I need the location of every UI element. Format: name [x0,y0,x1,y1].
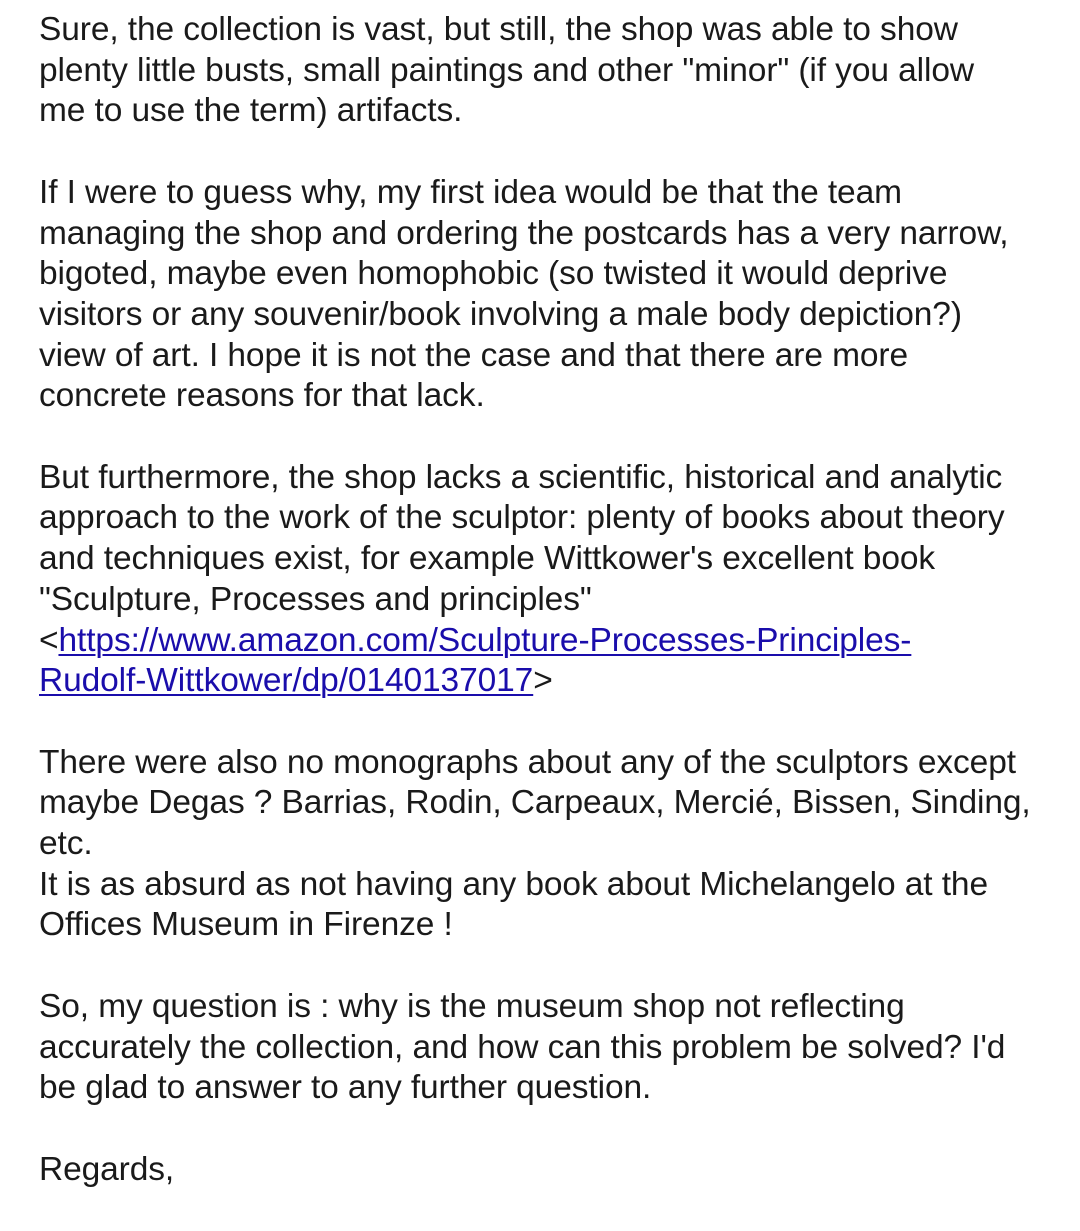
paragraph-guess-why [39,173,1069,417]
text-line: visitors or any souvenir/book involving a male body depiction?) [39,295,962,333]
text-line: But furthermore, the shop lacks a scientific, historical and analytic [39,458,1003,496]
paragraph-absurd [39,865,1069,946]
text-line: managing the shop and ordering the postcards has a very narrow, [39,214,1009,252]
amazon-book-link[interactable]: https://www.amazon.com/Sculpture-Processes-Principles- [58,621,912,659]
link-open-bracket: < [39,621,59,659]
text-line: accurately the collection, and how can this problem be solved? I'd [39,1028,1006,1066]
text-line: be glad to answer to any further question. [39,1069,652,1107]
text-line: me to use the term) artifacts. [39,92,463,130]
text-line: If I were to guess why, my first idea would be that the team [39,173,902,211]
text-line: "Sculpture, Processes and principles" [39,580,592,618]
paragraph-closing [39,1150,1069,1191]
text-line: view of art. I hope it is not the case and that there are more [39,336,909,374]
text-line: bigoted, maybe even homophobic (so twisted it would deprive [39,255,948,293]
link-line [39,621,1069,662]
text-line: plenty little busts, small paintings and other "minor" (if you allow [39,51,974,89]
paragraph-monographs [39,743,1069,865]
text-line: etc. [39,825,93,863]
text-line: So, my question is : why is the museum shop not reflecting [39,987,905,1025]
text-line: There were also no monographs about any of the sculptors except [39,743,1016,781]
text-line: concrete reasons for that lack. [39,377,485,415]
text-line: approach to the work of the sculptor: plenty of books about theory [39,499,1005,537]
link-line [39,661,1069,702]
paragraph-collection-note [39,10,1069,132]
text-line: maybe Degas ? Barrias, Rodin, Carpeaux, Mercié, Bissen, Sinding, [39,784,1031,822]
link-close-bracket: > [533,662,553,700]
text-line: Offices Museum in Firenze ! [39,906,453,944]
paragraph-scientific-approach [39,458,1069,702]
text-line: Sure, the collection is vast, but still, the shop was able to show [39,11,958,48]
text-line: and techniques exist, for example Wittkower's excellent book [39,540,936,578]
paragraph-question [39,987,1069,1109]
text-line: It is as absurd as not having any book about Michelangelo at the [39,865,988,903]
amazon-book-link-continued[interactable]: Rudolf-Wittkower/dp/0140137017 [39,662,534,700]
closing-text: Regards, [39,1150,175,1188]
email-body [39,10,1069,1190]
